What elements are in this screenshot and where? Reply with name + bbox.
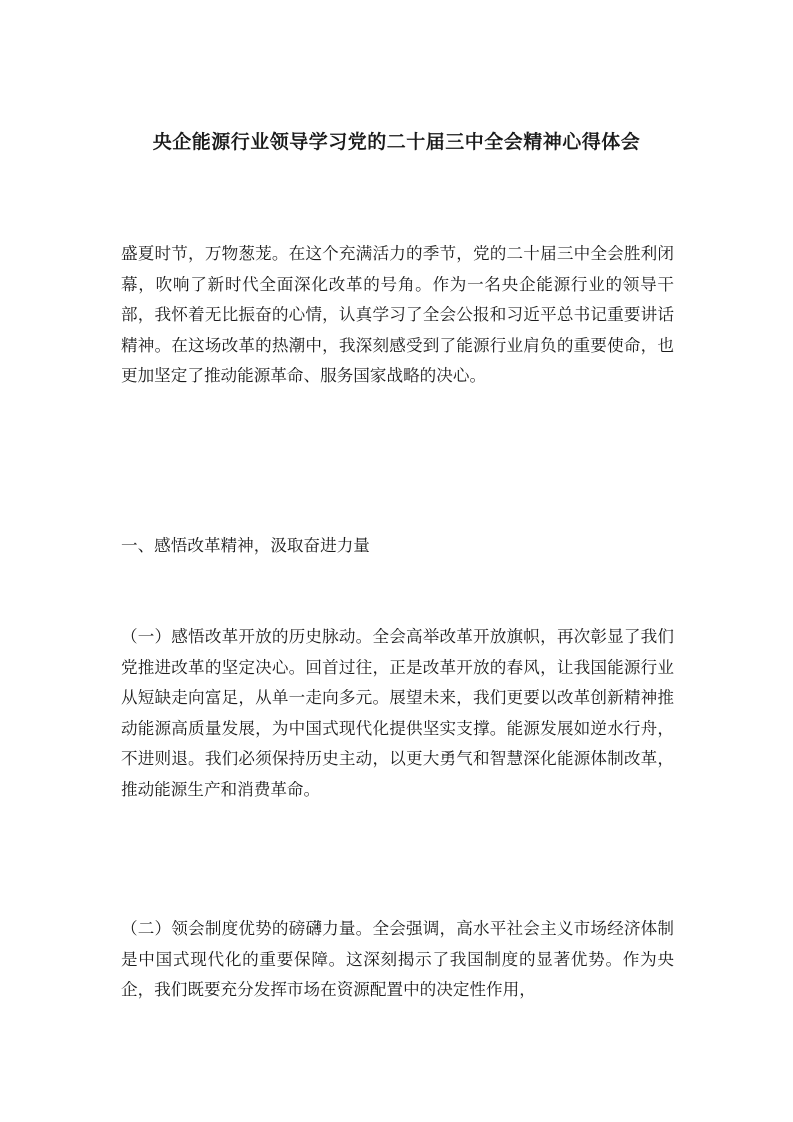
document-title: 央企能源行业领导学习党的二十届三中全会精神心得体会	[152, 131, 641, 153]
subsection-paragraph-1: （一）感悟改革开放的历史脉动。全会高举改革开放旗帜，再次彰显了我们党推进改革的坚定决心。回首过往，正是改革开放的春风，让我国能源行业从短缺走向富足，从单一走向多元。展望未来，我们更要以改革创新精神推动能源高质量发展，为中国式现代化提供坚实支撑。能源发展如逆水行舟，不进则退。我们必须保持历史主动，以更大勇气和智慧深化能源体制改革，推动能源生产和消费革命。	[121, 627, 674, 799]
intro-paragraph: 盛夏时节，万物葱茏。在这个充满活力的季节，党的二十届三中全会胜利闭幕，吹响了新时代全面深化改革的号角。作为一名央企能源行业的领导干部，我怀着无比振奋的心情，认真学习了全会公报和习近平总书记重要讲话精神。在这场改革的热潮中，我深刻感受到了能源行业肩负的重要使命，也更加坚定了推动能源革命、服务国家战略的决心。	[121, 244, 674, 385]
subsection-paragraph-2: （二）领会制度优势的磅礴力量。全会强调，高水平社会主义市场经济体制是中国式现代化的重要保障。这深刻揭示了我国制度的显著优势。作为央企，我们既要充分发挥市场在资源配置中的决定性作用，	[121, 919, 674, 999]
section-heading-1: 一、感悟改革精神，汲取奋进力量	[121, 536, 370, 555]
